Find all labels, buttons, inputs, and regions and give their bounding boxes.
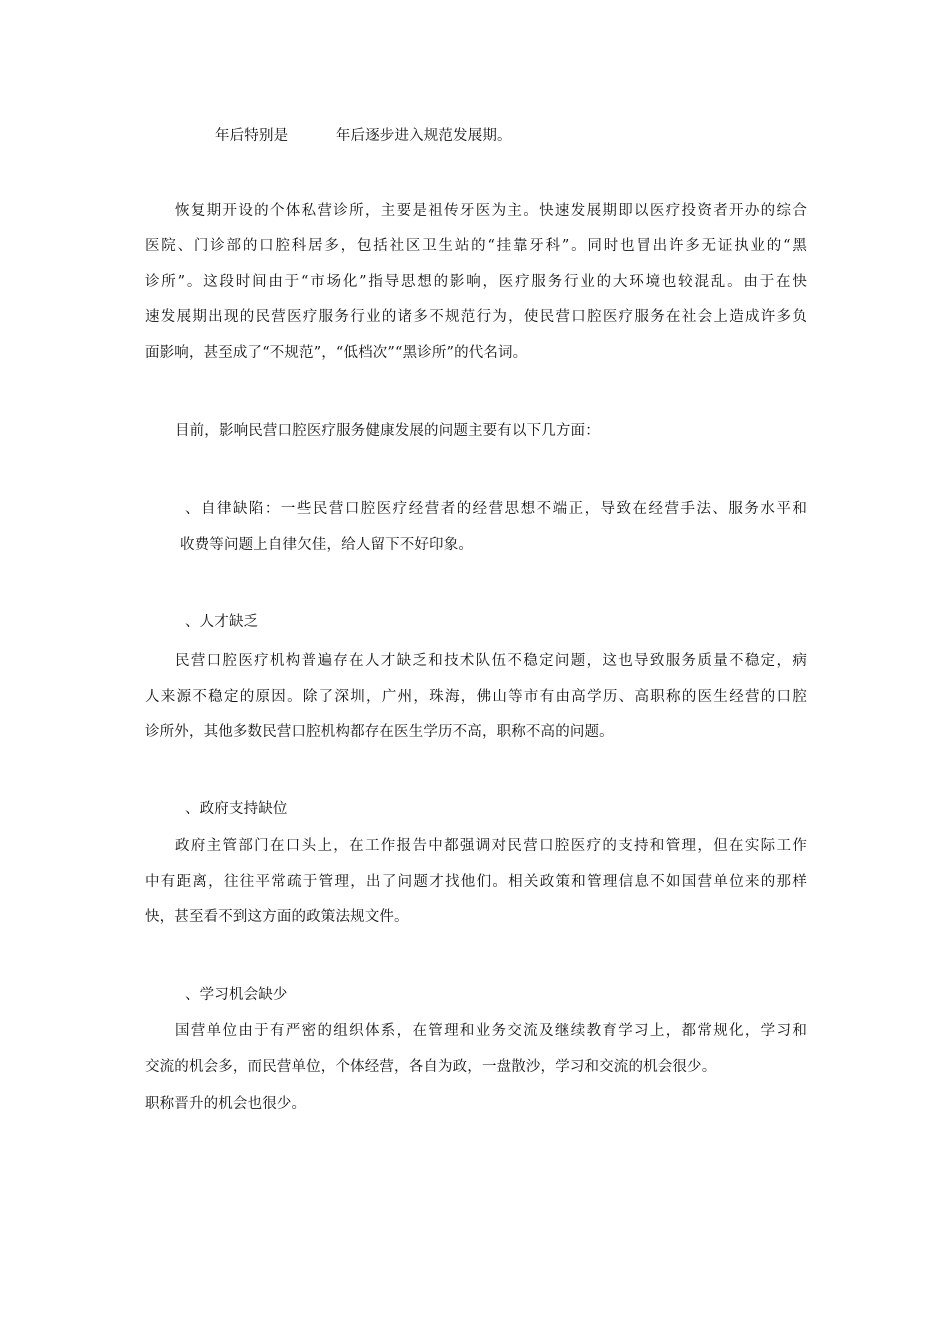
learning-line-1: 国营单位由于有严密的组织体系，在管理和业务交流及继续教育学习上，都常规化，学习和 xyxy=(175,1023,807,1039)
heading-learning-opportunities: 、学习机会缺少 xyxy=(185,987,288,1003)
paragraph-recovery-line-3: 诊所”。这段时间由于“市场化”指导思想的影响，医疗服务行业的大环境也较混乱。由于在快 xyxy=(145,274,807,290)
self-discipline-line-2: 收费等问题上自律欠佳，给人留下不好印象。 xyxy=(180,537,473,553)
government-line-2: 中有距离，往往平常疏于管理，出了问题才找他们。相关政策和管理信息不如国营单位来的那样 xyxy=(145,874,807,890)
talent-line-2: 人来源不稳定的原因。除了深圳，广州，珠海，佛山等市有由高学历、高职称的医生经营的口腔 xyxy=(145,689,807,705)
intro-line: 年后特别是 年后逐步进入规范发展期。 xyxy=(215,128,512,144)
learning-line-3: 职称晋升的机会也很少。 xyxy=(145,1096,307,1112)
heading-government-support: 、政府支持缺位 xyxy=(185,801,288,817)
learning-line-2: 交流的机会多，而民营单位，个体经营，各自为政，一盘散沙，学习和交流的机会很少。 xyxy=(145,1059,717,1075)
talent-line-1: 民营口腔医疗机构普遍存在人才缺乏和技术队伍不稳定问题，这也导致服务质量不稳定，病 xyxy=(175,653,807,669)
government-line-3: 快，甚至看不到这方面的政策法规文件。 xyxy=(145,909,409,925)
paragraph-recovery-line-4: 速发展期出现的民营医疗服务行业的诸多不规范行为，使民营口腔医疗服务在社会上造成许多负 xyxy=(145,309,807,325)
problems-intro: 目前，影响民营口腔医疗服务健康发展的问题主要有以下几方面： xyxy=(175,423,600,439)
paragraph-recovery-line-5: 面影响，甚至成了“不规范”，“低档次”“黑诊所”的代名词。 xyxy=(145,345,528,361)
heading-talent-shortage: 、人才缺乏 xyxy=(185,614,259,630)
paragraph-recovery-line-1: 恢复期开设的个体私营诊所，主要是祖传牙医为主。快速发展期即以医疗投资者开办的综合 xyxy=(175,203,807,219)
government-line-1: 政府主管部门在口头上，在工作报告中都强调对民营口腔医疗的支持和管理，但在实际工作 xyxy=(175,838,807,854)
talent-line-3: 诊所外，其他多数民营口腔机构都存在医生学历不高，职称不高的问题。 xyxy=(145,724,614,740)
self-discipline-line-1: 、自律缺陷：一些民营口腔医疗经营者的经营思想不端正，导致在经营手法、服务水平和 xyxy=(185,501,807,517)
paragraph-recovery-line-2: 医院、门诊部的口腔科居多，包括社区卫生站的“挂靠牙科”。同时也冒出许多无证执业的“黑 xyxy=(145,238,807,254)
